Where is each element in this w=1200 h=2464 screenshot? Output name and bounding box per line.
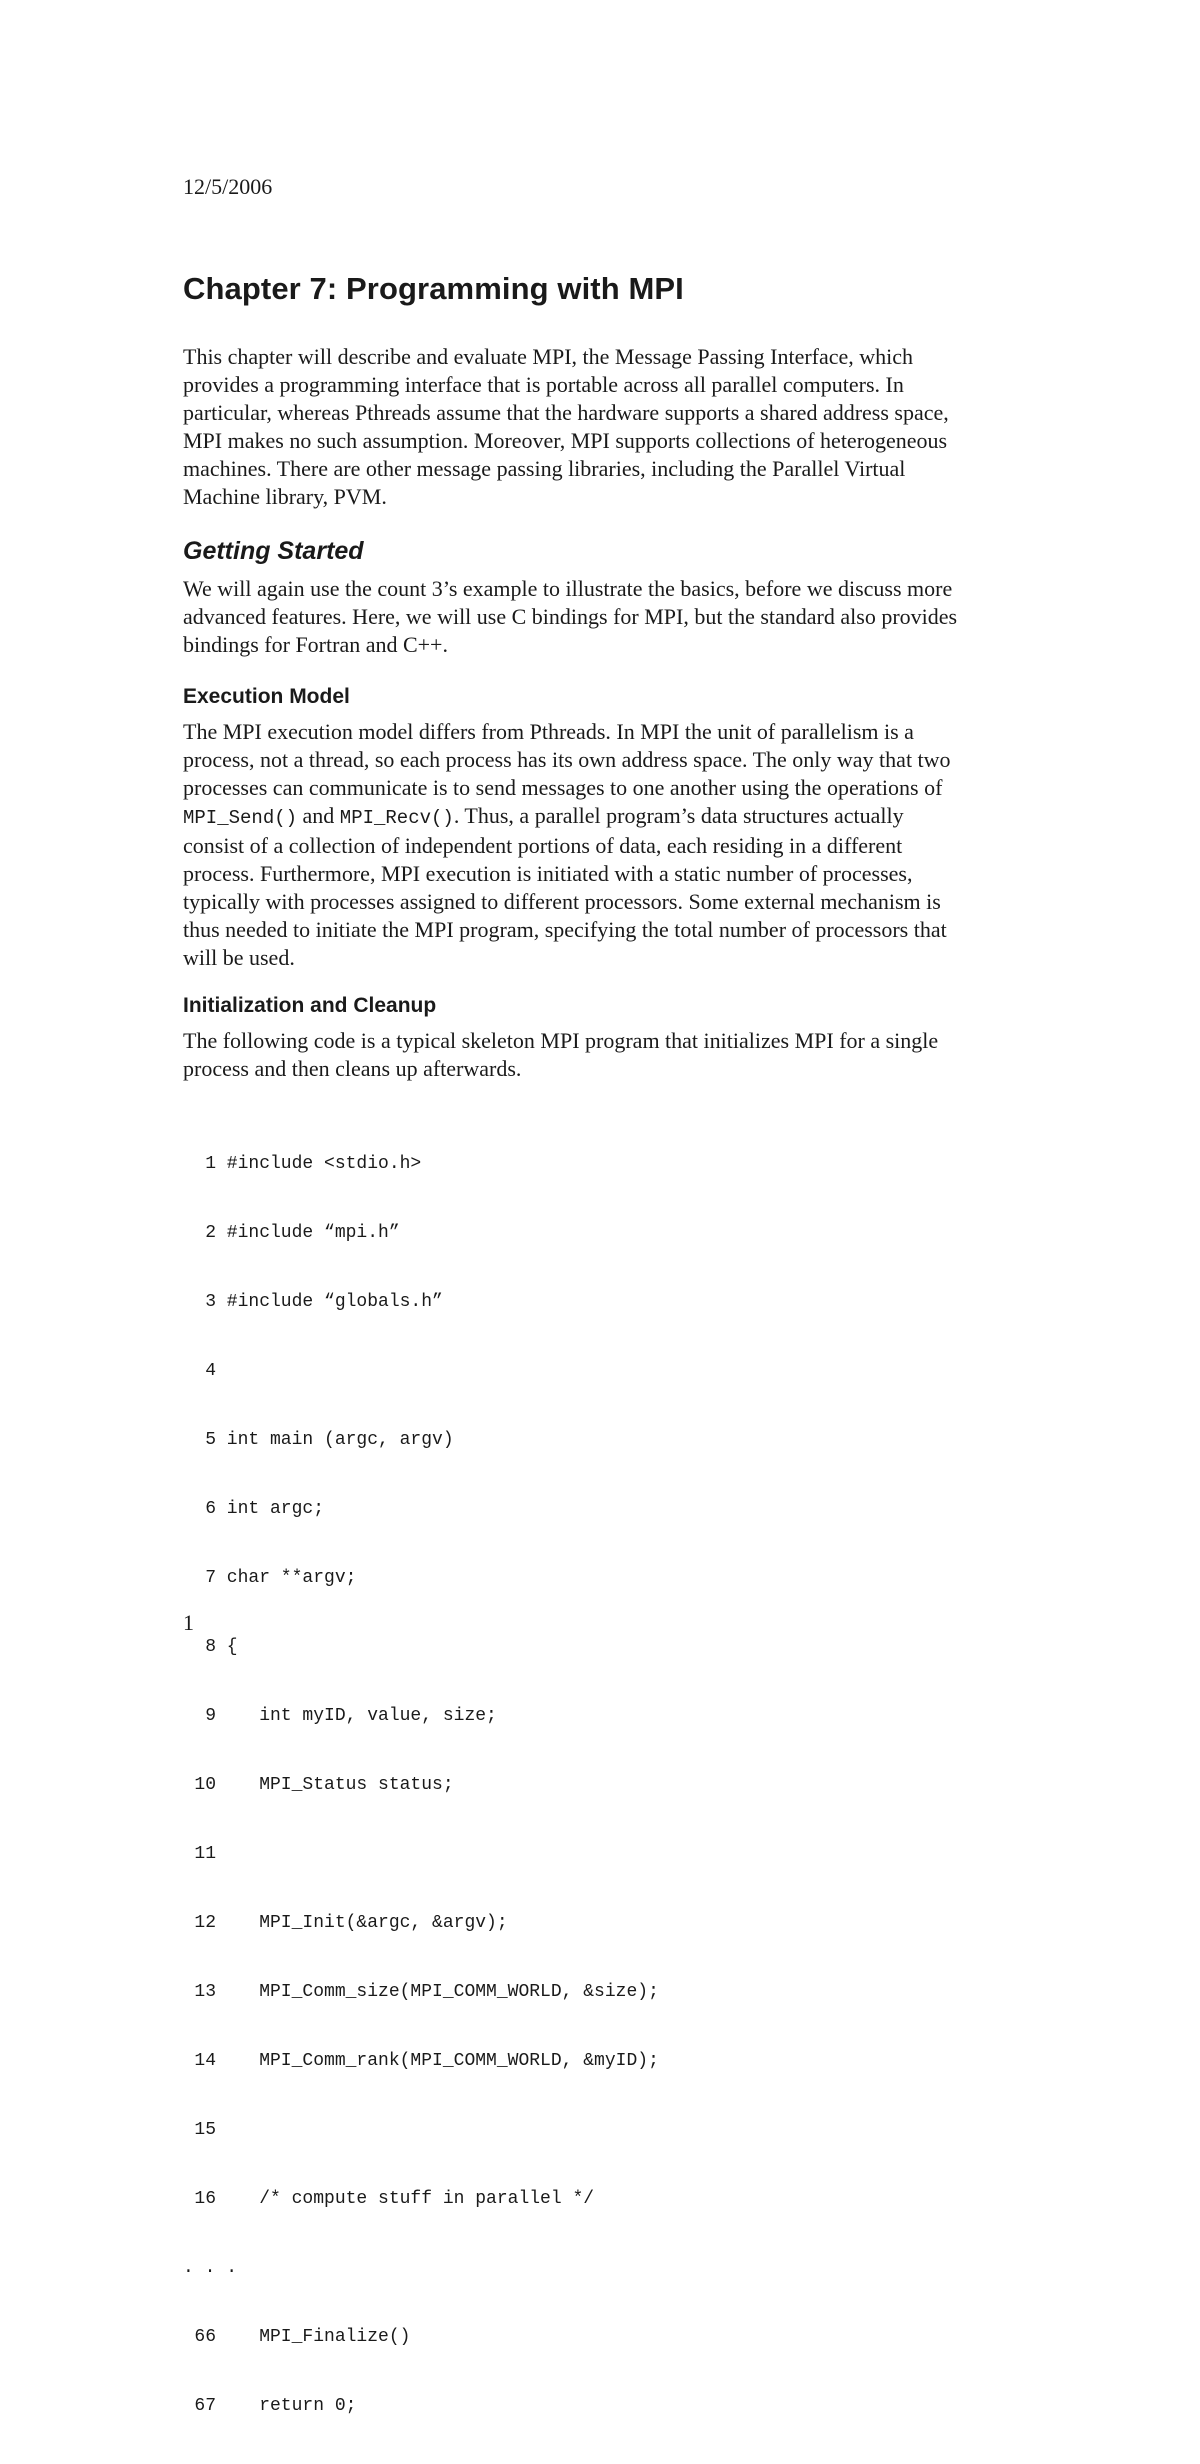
line-number: 2 — [205, 1223, 216, 1243]
line-number: 66 — [194, 2327, 216, 2347]
text-line: provides a programming interface that is portable across all parallel computers. In — [183, 372, 904, 397]
code-line — [183, 1912, 659, 1935]
code-line — [183, 2188, 659, 2211]
page-number: 1 — [183, 1610, 194, 1635]
code-line — [183, 1981, 659, 2004]
line-number: 10 — [194, 1775, 216, 1795]
text-line: process. Furthermore, MPI execution is initiated with a static number of processes, — [183, 861, 913, 886]
code-listing — [183, 1107, 659, 2464]
line-number: 8 — [205, 1637, 216, 1657]
getting-started-paragraph — [183, 575, 1053, 659]
code-text: { — [216, 1637, 238, 1657]
intro-paragraph — [183, 343, 1053, 511]
text-line: process, not a thread, so each process has its own address space. The only way that two — [183, 747, 951, 772]
section-heading-getting-started: Getting Started — [183, 537, 364, 565]
line-number: . . . — [183, 2258, 238, 2278]
text-line: processes can communicate is to send messages to one another using the operations of — [183, 775, 943, 800]
subsection-heading-initialization: Initialization and Cleanup — [183, 994, 437, 1017]
text-line: machines. There are other message passing libraries, including the Parallel Virtual — [183, 456, 906, 481]
text-line: will be used. — [183, 945, 295, 970]
line-number: 12 — [194, 1913, 216, 1933]
line-number: 15 — [194, 2120, 216, 2140]
code-text: MPI_Comm_rank(MPI_COMM_WORLD, &myID); — [216, 2051, 659, 2071]
line-number: 11 — [194, 1844, 216, 1864]
code-text: int myID, value, size; — [216, 1706, 497, 1726]
text-line: bindings for Fortran and C++. — [183, 632, 448, 657]
text-line: The following code is a typical skeleton MPI program that initializes MPI for a single — [183, 1028, 939, 1053]
text-line: MPI makes no such assumption. Moreover, MPI supports collections of heterogeneous — [183, 428, 948, 453]
code-text: int argc; — [216, 1499, 325, 1519]
line-number: 5 — [205, 1430, 216, 1450]
code-line — [183, 1567, 659, 1590]
execution-model-paragraph — [183, 718, 1053, 972]
code-line — [183, 2119, 659, 2142]
line-number: 16 — [194, 2189, 216, 2209]
text-line: process and then cleans up afterwards. — [183, 1056, 522, 1081]
code-text: MPI_Comm_size(MPI_COMM_WORLD, &size); — [216, 1982, 659, 2002]
chapter-title: Chapter 7: Programming with MPI — [183, 271, 684, 306]
inline-code-mpi-send: MPI_Send() — [183, 807, 298, 829]
text-line-with-code — [183, 802, 1053, 832]
code-text: char **argv; — [216, 1568, 357, 1588]
code-text: /* compute stuff in parallel */ — [216, 2189, 595, 2209]
code-text: MPI_Status status; — [216, 1775, 454, 1795]
code-line — [183, 1636, 659, 1659]
code-text: MPI_Init(&argc, &argv); — [216, 1913, 508, 1933]
text-line: The MPI execution model differs from Pthreads. In MPI the unit of parallelism is a — [183, 719, 914, 744]
code-line-ellipsis — [183, 2257, 659, 2280]
text-line: This chapter will describe and evaluate MPI, the Message Passing Interface, which — [183, 344, 914, 369]
document-date: 12/5/2006 — [183, 174, 273, 199]
code-text: #include “mpi.h” — [216, 1223, 400, 1243]
text-line: consist of a collection of independent portions of data, each residing in a different — [183, 833, 903, 858]
code-line — [183, 1360, 659, 1383]
code-line — [183, 1774, 659, 1797]
text-line: advanced features. Here, we will use C bindings for MPI, but the standard also provides — [183, 604, 958, 629]
text-line: typically with processes assigned to different processors. Some external mechanism is — [183, 889, 941, 914]
code-line — [183, 1291, 659, 1314]
code-line — [183, 2326, 659, 2349]
code-line — [183, 2050, 659, 2073]
line-number: 6 — [205, 1499, 216, 1519]
line-number: 4 — [205, 1361, 216, 1381]
code-text: #include “globals.h” — [216, 1292, 443, 1312]
code-line — [183, 1222, 659, 1245]
text-line: particular, whereas Pthreads assume that the hardware supports a shared address space, — [183, 400, 949, 425]
line-number: 3 — [205, 1292, 216, 1312]
initialization-paragraph — [183, 1027, 1053, 1083]
code-line — [183, 1843, 659, 1866]
inline-code-mpi-recv: MPI_Recv() — [339, 807, 454, 829]
code-line — [183, 1498, 659, 1521]
code-text: return 0; — [216, 2396, 357, 2416]
text-fragment: . Thus, a parallel program’s data structures actually — [453, 803, 904, 828]
text-fragment: and — [297, 803, 340, 828]
code-text: #include <stdio.h> — [216, 1154, 422, 1174]
text-line: thus needed to initiate the MPI program, specifying the total number of processors that — [183, 917, 947, 942]
line-number: 9 — [205, 1706, 216, 1726]
code-line — [183, 2395, 659, 2418]
code-line — [183, 1429, 659, 1452]
line-number: 7 — [205, 1568, 216, 1588]
text-line: Machine library, PVM. — [183, 484, 387, 509]
code-line — [183, 1153, 659, 1176]
text-line: We will again use the count 3’s example to illustrate the basics, before we discuss more — [183, 576, 953, 601]
line-number: 67 — [194, 2396, 216, 2416]
code-text: MPI_Finalize() — [216, 2327, 411, 2347]
code-text: int main (argc, argv) — [216, 1430, 454, 1450]
code-line — [183, 1705, 659, 1728]
line-number: 13 — [194, 1982, 216, 2002]
subsection-heading-execution-model: Execution Model — [183, 685, 350, 708]
line-number: 14 — [194, 2051, 216, 2071]
line-number: 1 — [205, 1154, 216, 1174]
